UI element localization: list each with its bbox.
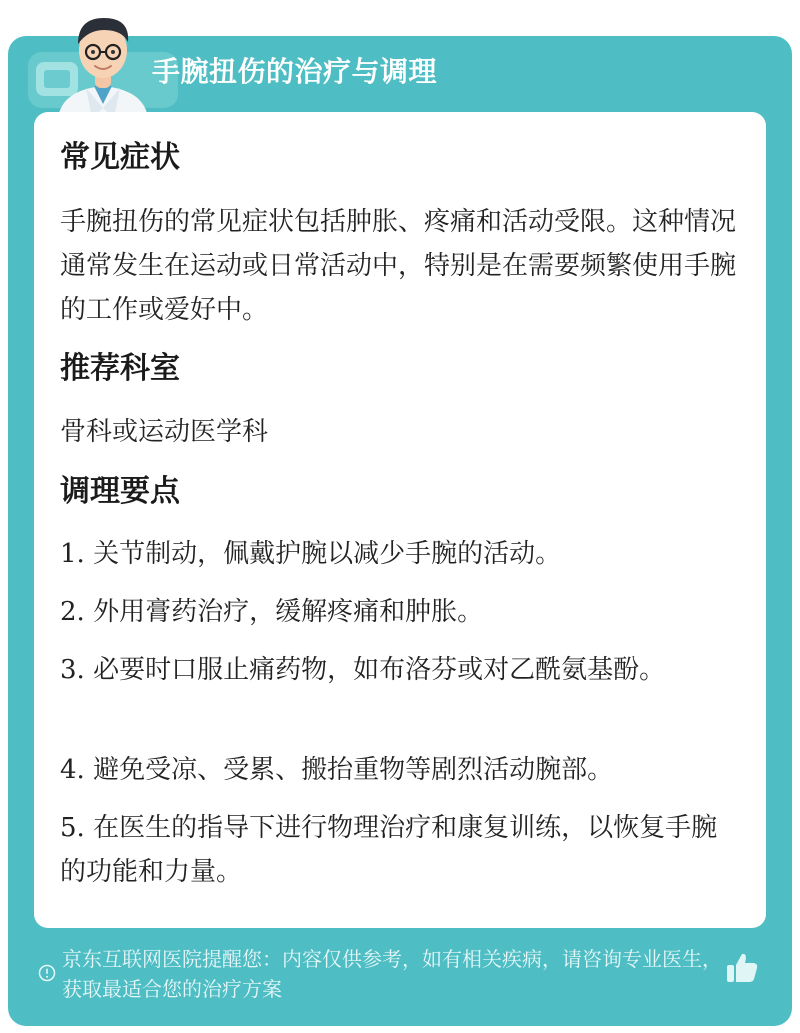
care-item-text: 在医生的指导下进行物理治疗和康复训练，以恢复手腕的功能和力量。 bbox=[60, 813, 718, 887]
care-heading: 调理要点 bbox=[60, 474, 180, 509]
care-item-text: 避免受凉、受累、搬抬重物等剧烈活动腕部。 bbox=[93, 755, 614, 785]
care-item-text: 必要时口服止痛药物，如布洛芬或对乙酰氨基酚。 bbox=[93, 655, 666, 685]
doctor-avatar bbox=[48, 8, 158, 118]
care-item bbox=[60, 648, 736, 692]
care-item-number: 2. bbox=[60, 597, 85, 627]
care-item bbox=[60, 532, 736, 576]
thumbs-up-icon[interactable] bbox=[724, 950, 760, 986]
care-item-text: 外用膏药治疗，缓解疼痛和肿胀。 bbox=[93, 597, 484, 627]
content-panel bbox=[34, 112, 766, 928]
care-item-number: 3. bbox=[60, 655, 85, 685]
care-item bbox=[60, 806, 736, 894]
info-icon bbox=[38, 964, 56, 982]
care-item-number: 4. bbox=[60, 755, 85, 785]
care-item bbox=[60, 590, 736, 634]
care-item-number: 1. bbox=[60, 539, 85, 569]
care-item bbox=[60, 748, 736, 792]
care-item-number: 5. bbox=[60, 813, 85, 843]
symptoms-heading: 常见症状 bbox=[60, 140, 180, 175]
department-text: 骨科或运动医学科 bbox=[60, 417, 269, 447]
department-heading: 推荐科室 bbox=[60, 351, 180, 386]
care-item-text: 关节制动，佩戴护腕以减少手腕的活动。 bbox=[93, 539, 562, 569]
symptoms-text: 手腕扭伤的常见症状包括肿胀、疼痛和活动受限。这种情况通常发生在运动或日常活动中，特别是在需要频繁使用手腕的工作或爱好中。 bbox=[60, 207, 737, 325]
page-title: 手腕扭伤的治疗与调理 bbox=[152, 55, 438, 88]
footer-notice: 京东互联网医院提醒您：内容仅供参考，如有相关疾病，请咨询专业医生，获取最适合您的治疗方案 bbox=[62, 947, 722, 1001]
